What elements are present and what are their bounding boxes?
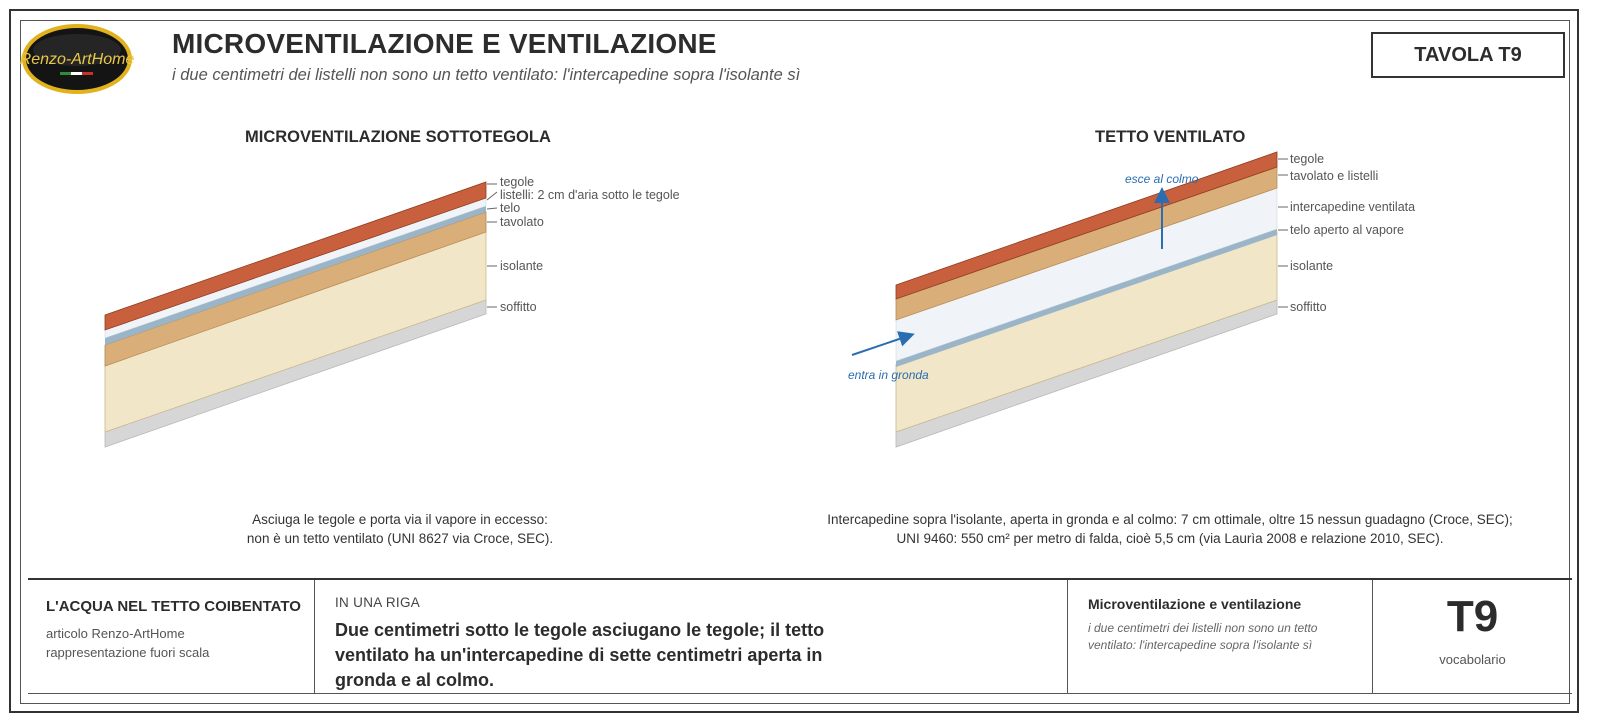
left-label-soffitto: soffitto [500,300,537,314]
left-caption [180,510,620,548]
label-entra-in-gronda: entra in gronda [848,368,929,382]
right-caption-line-2: UNI 9460: 550 cm² per metro di falda, cioè 5,5 cm (via Laurìa 2008 e relazione 2010, SEC). [896,531,1444,546]
left-caption-line-1: Asciuga le tegole e porta via il vapore in eccesso: [252,512,548,527]
footer-col-code [1372,580,1572,693]
right-panel-heading: TETTO VENTILATO [1095,128,1246,146]
right-label-telo: telo aperto al vapore [1290,223,1404,237]
left-roof-section [105,182,497,447]
left-caption-line-2: non è un tetto ventilato (UNI 8627 via Croce, SEC). [246,531,554,546]
footer-article-title: L'ACQUA NEL TETTO COIBENTATO [46,598,301,615]
right-label-tegole: tegole [1290,152,1325,166]
footer-title-block [28,578,1572,694]
tavola-badge: TAVOLA T9 [1371,32,1565,78]
footer-summary-text: Due centimetri sotto le tegole asciugano le tegole; il tetto ventilato ha un'intercapedine di sette centimetri aperta in gronda e al colmo. [335,620,825,690]
right-label-isolante: isolante [1290,259,1334,273]
right-label-intercapedine: intercapedine ventilata [1290,200,1416,214]
footer-table-code: T9 [1446,592,1499,641]
footer-article-line-2: rappresentazione fuori scala [46,645,210,660]
footer-topic-text: i due centimetri dei listelli non sono un tetto ventilato: l'intercapedine sopra l'isolante sì [1088,621,1318,652]
footer-table-category: vocabolario [1439,652,1506,667]
right-roof-section [852,152,1288,447]
left-label-listelli: listelli: 2 cm d'aria sotto le tegole [500,188,680,202]
left-label-tegole: tegole [500,175,535,189]
left-label-telo: telo [500,201,521,215]
page-subtitle: i due centimetri dei listelli non sono un tetto ventilato: l'intercapedine sopra l'isolante sì [172,66,801,84]
footer-summary-kicker: IN UNA RIGA [335,595,421,610]
left-leader-lines [487,184,497,307]
footer-col-topic [1067,580,1372,693]
footer-topic-title: Microventilazione e ventilazione [1088,596,1302,612]
right-caption-line-1: Intercapedine sopra l'isolante, aperta in gronda e al colmo: 7 cm ottimale, oltre 15 nessun guadagno (Croce, SEC); [827,512,1513,527]
label-esce-al-colmo: esce al colmo [1125,172,1199,186]
page-title: MICROVENTILAZIONE E VENTILAZIONE [172,28,717,59]
right-leader-lines [1278,159,1288,307]
left-label-isolante: isolante [500,259,544,273]
left-panel-heading: MICROVENTILAZIONE SOTTOTEGOLA [245,128,551,146]
left-label-tavolato: tavolato [500,215,544,229]
svg-text:Renzo-ArtHome: Renzo-ArtHome [20,51,134,68]
right-label-tavolato: tavolato e listelli [1290,169,1379,183]
footer-col-summary [314,580,1067,693]
right-caption [810,510,1530,548]
footer-col-article [28,580,314,693]
footer-article-line-1: articolo Renzo-ArtHome [46,626,185,641]
right-label-soffitto: soffitto [1290,300,1327,314]
